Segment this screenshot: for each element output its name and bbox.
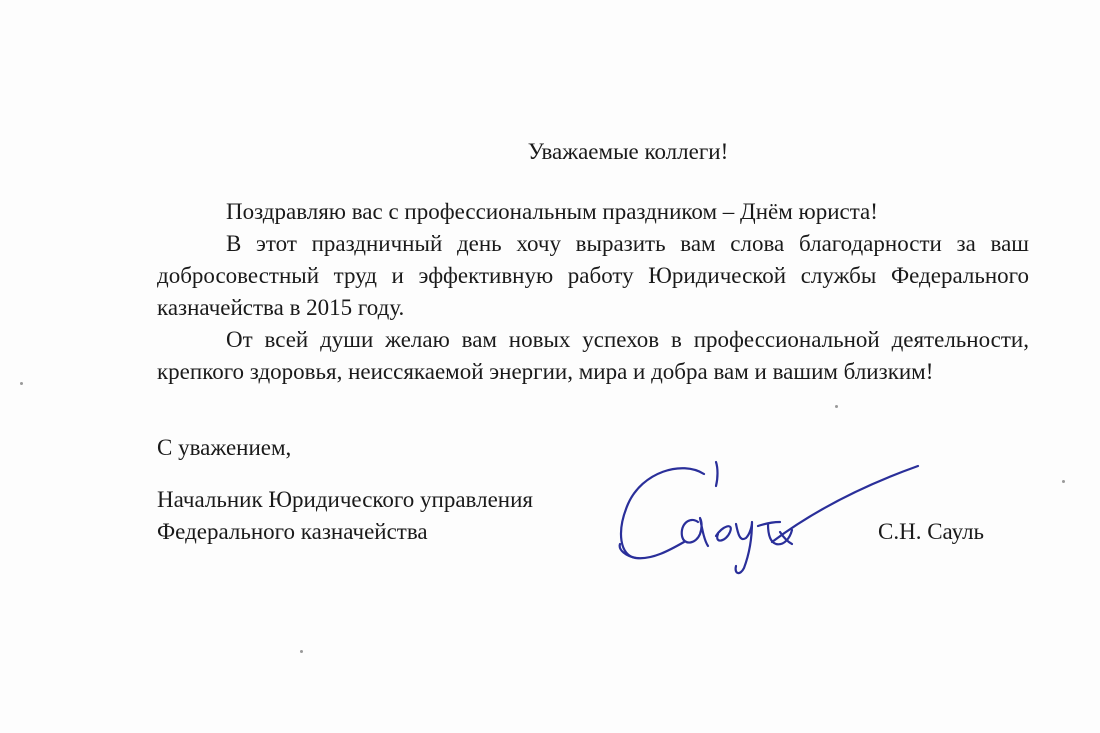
paper-speck [835,405,838,408]
signer-position: Начальник Юридического управления Федерального казначейства [157,487,533,544]
letter-closing: С уважением, [157,435,292,460]
paper-speck [20,382,23,385]
letter-paragraph: В этот праздничный день хочу выразить вам слова благодарности за ваш добросовестный труд и эффективную работу Юридической службы Федерального казначейства в 2015 году. [157,231,1029,320]
letter-paragraph: Поздравляю вас с профессиональным праздником – Днём юриста! [226,199,878,224]
letter-body [157,196,1029,388]
paper-speck [1062,480,1065,483]
letter-paragraph: От всей души желаю вам новых успехов в профессиональной деятельности, крепкого здоровья, неиссякаемой энергии, мира и добра вам и вашим близким! [157,327,1029,384]
signer-name: С.Н. Сауль [878,519,985,544]
letter-greeting: Уважаемые коллеги! [527,139,729,164]
paper-speck [300,650,303,653]
